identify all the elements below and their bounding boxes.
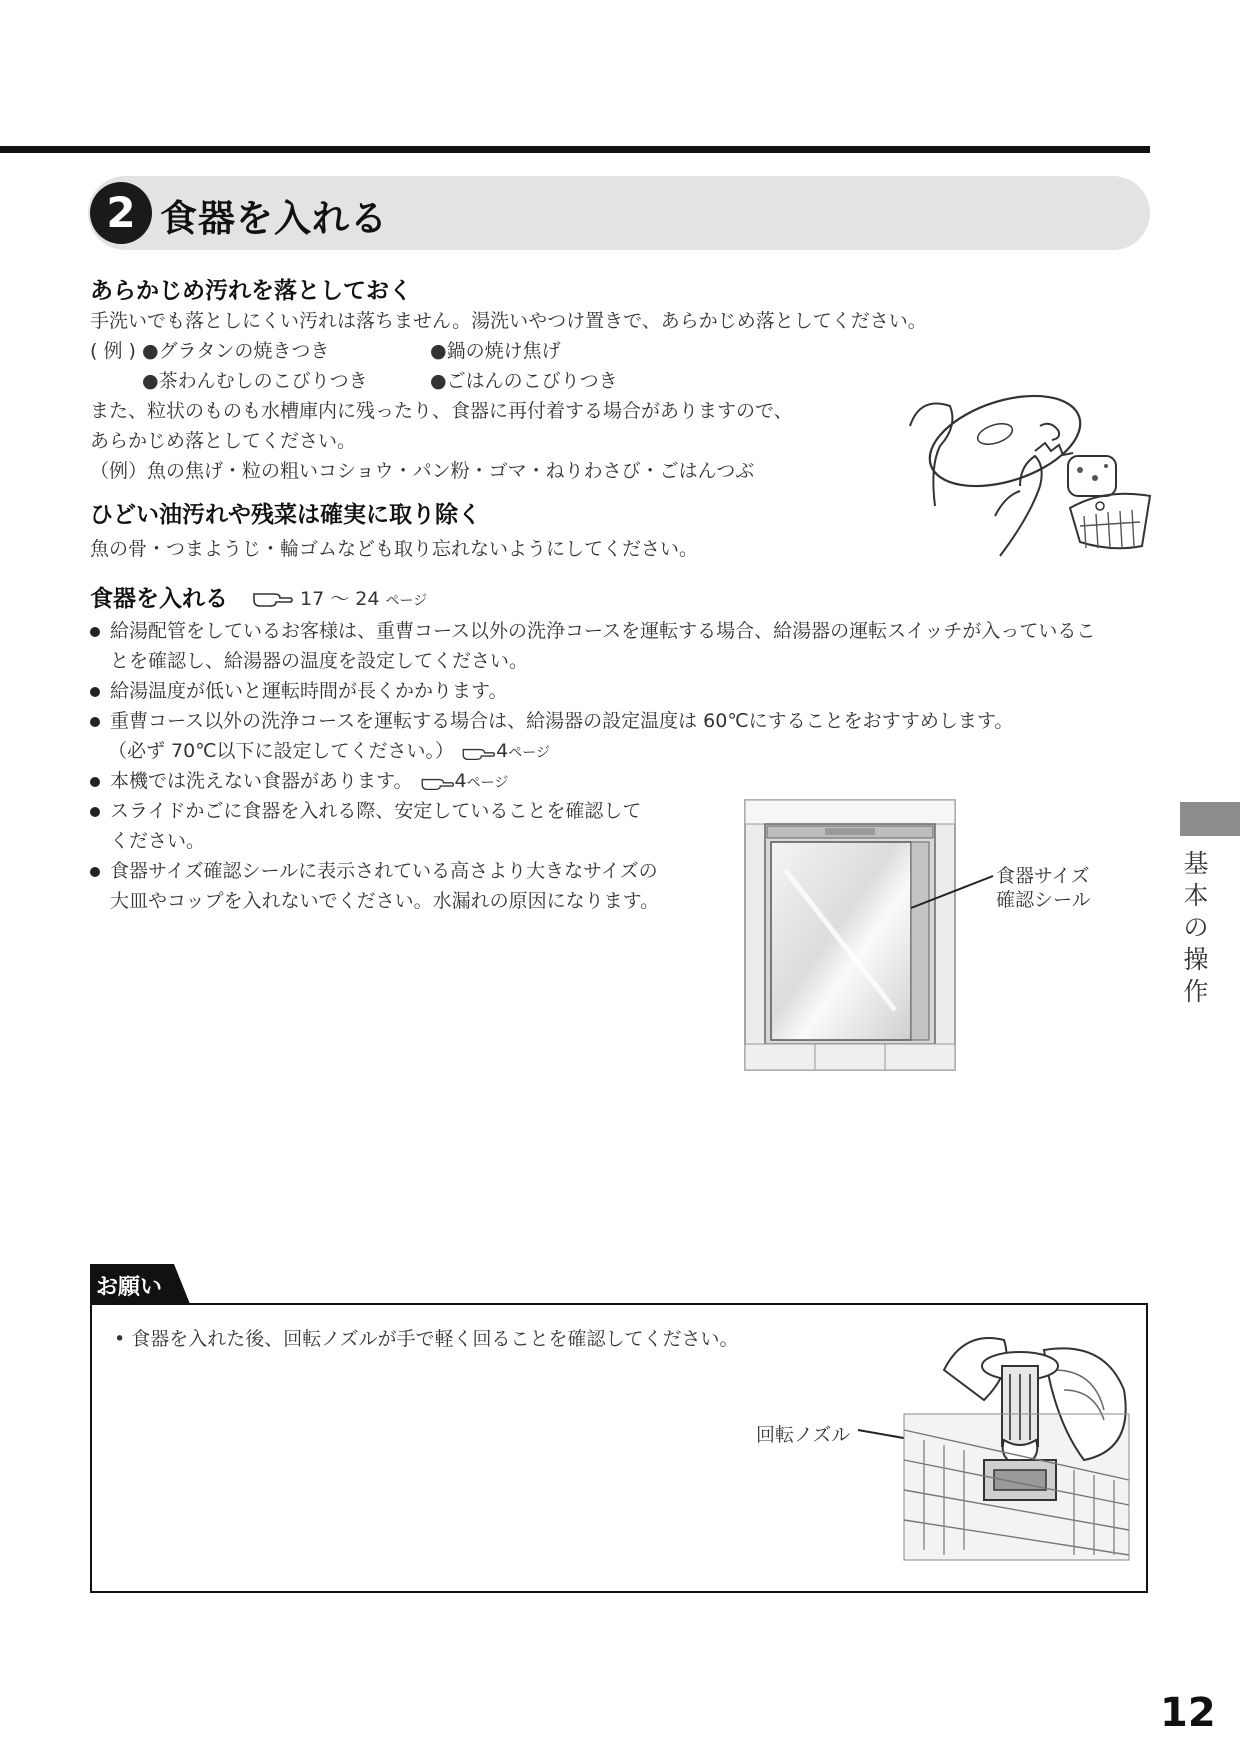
load-page-ref xyxy=(300,584,427,611)
page-number: 12 xyxy=(1160,1690,1216,1736)
example-item: ●グラタンの焼きつき xyxy=(142,340,330,362)
rotating-nozzle-illustration xyxy=(904,1330,1129,1560)
pointing-hand-icon xyxy=(460,743,496,761)
load-bullet-2: 給湯温度が低いと運転時間が長くかかります。 xyxy=(90,676,507,703)
load-bullet-6-cont: 大皿やコップを入れないでください。水漏れの原因になります。 xyxy=(110,890,660,912)
notice-label: お願い xyxy=(96,1275,163,1300)
chapter-tab-label: 基 本 の 操 作 xyxy=(1183,849,1209,1006)
prewash-text-2: また、粒状のものも水槽庫内に残ったり、食器に再付着する場合がありますので、 xyxy=(90,400,793,422)
example-prefix: ( 例 ) xyxy=(90,340,136,362)
load-bullet-1: 給湯配管をしているお客様は、重曹コース以外の洗浄コースを運転する場合、給湯器の運転スイッチが入っているこ xyxy=(90,616,1095,643)
dishwasher-illustration xyxy=(745,800,955,1070)
remove-text: 魚の骨・つまようじ・輪ゴムなども取り忘れないようにしてください。 xyxy=(90,538,699,560)
load-page-unit: ページ xyxy=(385,593,428,609)
bullet-icon xyxy=(90,717,100,727)
notice-text: • 食器を入れた後、回転ノズルが手で軽く回ることを確認してください。 xyxy=(114,1328,739,1350)
bullet-icon xyxy=(90,807,100,817)
top-rule xyxy=(0,146,1150,153)
example-item: ●鍋の焼け焦げ xyxy=(430,340,561,362)
load-heading: 食器を入れる xyxy=(90,586,228,612)
load-bullet-3: 重曹コース以外の洗浄コースを運転する場合は、給湯器の設定温度は 60℃にすることをおすすめします。 xyxy=(90,706,1013,733)
load-bullet-4: 本機では洗えない食器があります。 4ページ xyxy=(90,766,508,793)
pointing-hand-icon xyxy=(419,773,455,791)
pointing-hand-icon xyxy=(252,586,292,608)
bullet-icon xyxy=(90,627,100,637)
example-item: ●茶わんむしのこびりつき xyxy=(142,370,368,392)
bullet-icon xyxy=(90,867,100,877)
page-title: 食器を入れる xyxy=(160,197,388,240)
step-number-badge: 2 xyxy=(90,182,152,244)
example-item: ●ごはんのこびりつき xyxy=(430,370,618,392)
prewash-text-1: 手洗いでも落としにくい汚れは落ちません。湯洗いやつけ置きで、あらかじめ落としてください。 xyxy=(90,310,927,332)
prewash-text-3: あらかじめ落としてください。 xyxy=(90,430,357,452)
load-bullet-3-cont: （必ず 70℃以下に設定してください。） 4ページ xyxy=(108,740,550,762)
size-check-label: 食器サイズ 確認シール xyxy=(996,865,1091,911)
load-bullet-6: 食器サイズ確認シールに表示されている高さより大きなサイズの xyxy=(90,856,658,883)
load-page-range: 17 ～ 24 xyxy=(300,588,380,610)
prewash-text-4: （例）魚の焦げ・粒の粗いコショウ・パン粉・ゴマ・ねりわさび・ごはんつぶ xyxy=(90,460,755,482)
nozzle-label: 回転ノズル xyxy=(756,1424,851,1446)
remove-heading: ひどい油汚れや残菜は確実に取り除く xyxy=(90,502,481,528)
prewash-heading: あらかじめ汚れを落としておく xyxy=(90,278,412,304)
chapter-tab-marker xyxy=(1180,802,1240,836)
load-bullet-5: スライドかごに食器を入れる際、安定していることを確認して xyxy=(90,796,641,823)
plate-scraping-illustration xyxy=(900,396,1160,566)
load-bullet-5-cont: ください。 xyxy=(110,830,206,852)
bullet-icon xyxy=(90,687,100,697)
bullet-icon xyxy=(90,777,100,787)
load-bullet-1-cont: とを確認し、給湯器の温度を設定してください。 xyxy=(110,650,529,672)
